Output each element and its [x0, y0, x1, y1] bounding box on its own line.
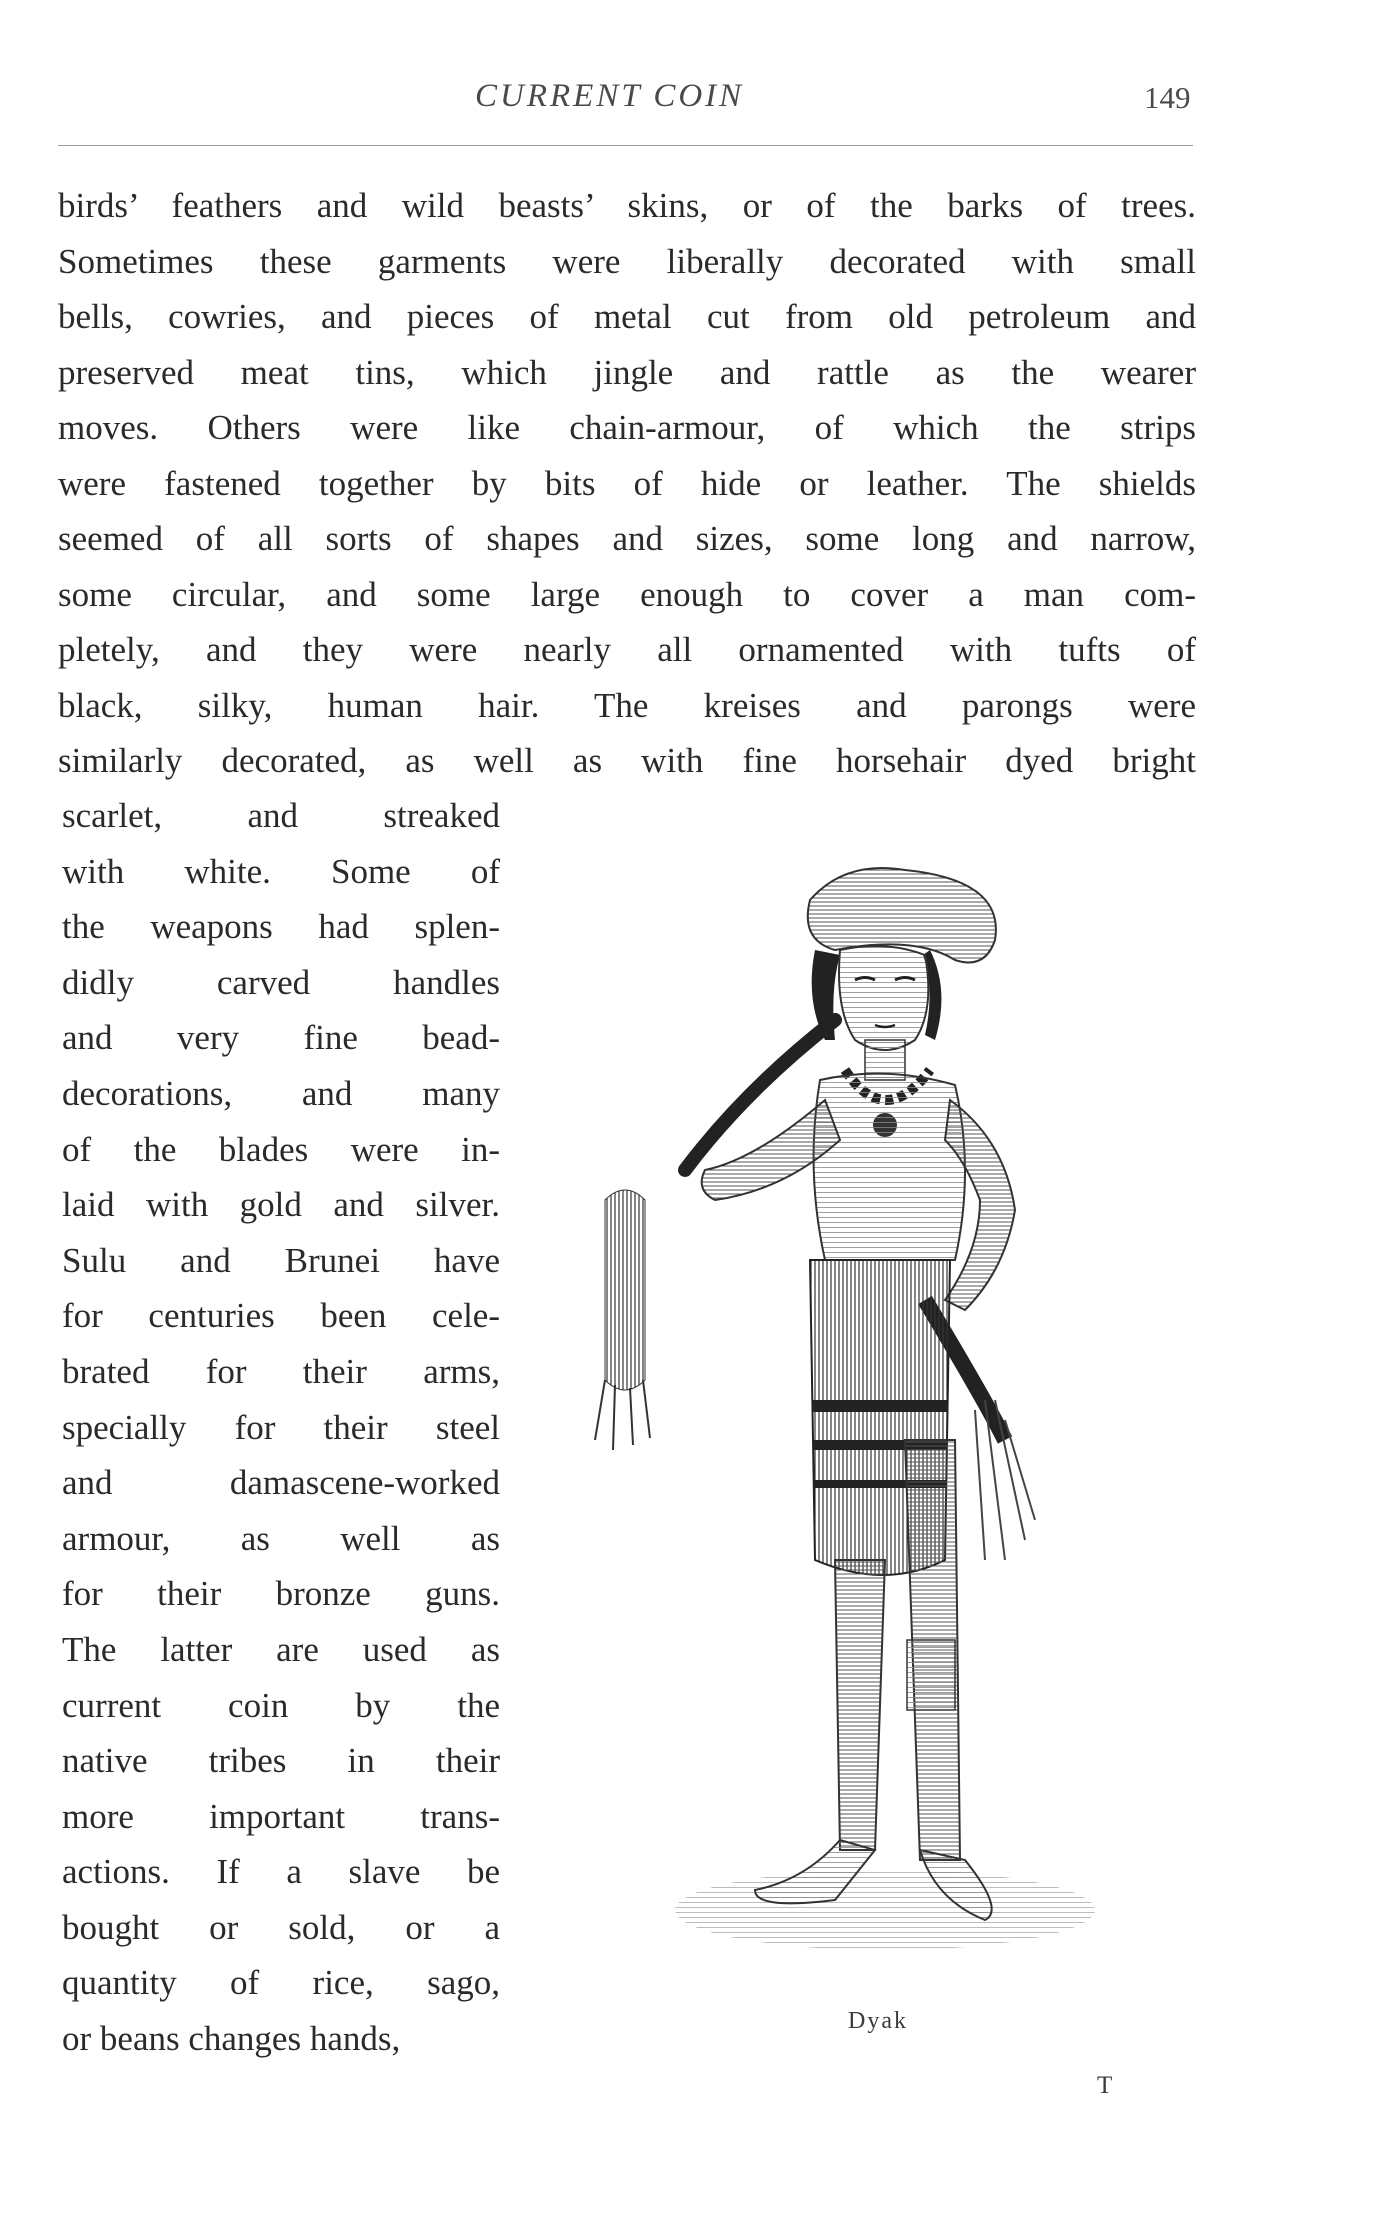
column-paragraph [62, 788, 500, 2067]
signature-mark: T [1097, 2072, 1113, 2099]
text-line: the weapons had splen- [62, 907, 500, 947]
text-line: Sometimes these garments were liberally decorated with small [58, 241, 1196, 281]
page-number: 149 [1144, 80, 1191, 115]
figure-caption: Dyak [848, 2008, 908, 2034]
text-line: didly carved handles [62, 962, 500, 1002]
text-line: of the blades were in- [62, 1129, 500, 1169]
text-line: brated for their arms, [62, 1351, 500, 1391]
text-line: pletely, and they were nearly all ornamented with tufts of [58, 630, 1196, 669]
text-line: for their bronze guns. [62, 1574, 500, 1614]
text-line: black, silky, human hair. The kreises and parongs were [58, 685, 1196, 725]
text-line: laid with gold and silver. [62, 1185, 500, 1225]
engraving-dyak-warrior-icon [585, 840, 1095, 1970]
text-line: actions. If a slave be [62, 1852, 500, 1892]
text-line: quantity of rice, sago, [62, 1963, 500, 2003]
text-line: similarly decorated, as well as with fine horsehair dyed bright [58, 741, 1196, 780]
text-line: bought or sold, or a [62, 1907, 500, 1947]
text-line: were fastened together by bits of hide or leather. The shields [58, 463, 1196, 503]
text-line: moves. Others were like chain-armour, of which the strips [58, 408, 1196, 447]
text-line: bells, cowries, and pieces of metal cut from old petroleum and [58, 297, 1196, 336]
text-line: armour, as well as [62, 1518, 500, 1558]
full-width-paragraph [58, 178, 1196, 789]
running-head [0, 78, 1375, 128]
text-line: scarlet, and streaked [62, 796, 500, 835]
text-line: and damascene-worked [62, 1463, 500, 1503]
text-line: and very fine bead- [62, 1018, 500, 1058]
text-line: or beans changes hands, [62, 2019, 401, 2059]
dyak-engraving-figure [585, 840, 1095, 1970]
text-line: preserved meat tins, which jingle and rattle as the wearer [58, 352, 1196, 392]
text-line: some circular, and some large enough to cover a man com- [58, 574, 1196, 614]
text-line: Sulu and Brunei have [62, 1240, 500, 1280]
text-line: The latter are used as [62, 1629, 500, 1669]
running-title: CURRENT COIN [475, 78, 745, 114]
text-line: native tribes in their [62, 1741, 500, 1781]
text-line: with white. Some of [62, 851, 500, 891]
text-line: specially for their steel [62, 1407, 500, 1447]
text-line: current coin by the [62, 1685, 500, 1725]
text-line: decorations, and many [62, 1073, 500, 1113]
text-line: for centuries been cele- [62, 1296, 500, 1336]
text-line: seemed of all sorts of shapes and sizes, some long and narrow, [58, 519, 1196, 558]
header-rule [58, 145, 1193, 146]
text-line: birds’ feathers and wild beasts’ skins, or of the barks of trees. [58, 186, 1196, 225]
text-line: more important trans- [62, 1796, 500, 1836]
